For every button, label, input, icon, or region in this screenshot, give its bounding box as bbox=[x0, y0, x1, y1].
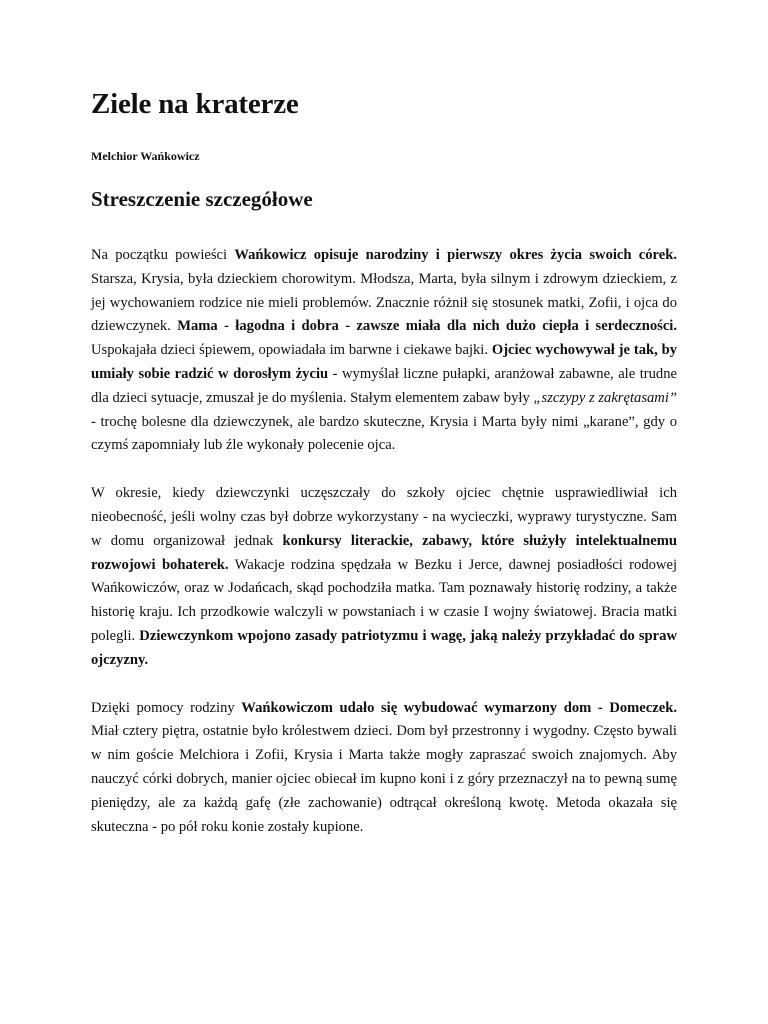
paragraph-2 bbox=[91, 482, 677, 672]
bold-text-run: Dziewczynkom wpojono zasady patriotyzmu i wagę, jaką należy przykładać do spraw ojczyzny. bbox=[91, 627, 677, 668]
text-run: Wakacje rodzina spędzała w Bezku i Jerce, dawnej posiadłości rodowej Wańkowiczów, oraz w Jodańcach, skąd pochodziła matka. Tam poznawały historię rodziny, a także historię kraju. Ich przodkowie walczyli w powstaniach i w czasie I wojny światowej. Bracia matki polegli. bbox=[91, 556, 678, 644]
author-name: Melchior Wańkowicz bbox=[91, 149, 200, 163]
paragraph-3 bbox=[91, 697, 677, 840]
document-page bbox=[91, 84, 677, 839]
text-run: Dzięki pomocy rodziny bbox=[91, 699, 242, 716]
paragraph-1 bbox=[91, 244, 677, 458]
text-run: Na początku powieści bbox=[91, 247, 235, 263]
bold-text-run: Wańkowicz opisuje narodziny i pierwszy okres życia swoich córek. bbox=[234, 247, 677, 263]
text-run: - trochę bolesne dla dziewczynek, ale bardzo skuteczne, Krysia i Marta były nimi „karane”, gdy o czymś zapomniały lub źle wykonały polecenie ojca. bbox=[91, 413, 677, 454]
section-heading: Streszczenie szczegółowe bbox=[91, 187, 313, 211]
italic-text-run: „szczypy z zakrętasami” bbox=[533, 389, 678, 406]
bold-text-run: Mama - łagodna i dobra - zawsze miała dla nich dużo ciepła i serdeczności. bbox=[177, 318, 678, 335]
bold-text-run: konkursy literackie, zabawy, które służyły intelektualnemu rozwojowi bohaterek. bbox=[91, 532, 677, 573]
bold-text-run: Ojciec wychowywał je tak, by umiały sobie radzić w dorosłym życiu bbox=[91, 342, 678, 382]
bold-text-run: Wańkowiczom udało się wybudować wymarzony dom - Domeczek. bbox=[241, 699, 677, 716]
text-run: Uspokajała dzieci śpiewem, opowiadała im barwne i ciekawe bajki. bbox=[91, 342, 492, 359]
text-run: Miał cztery piętra, ostatnie było królestwem dzieci. Dom był przestronny i wygodny. Często bywali w nim goście Melchiora i Zofii, Krysia i Marta także mogły zapraszać swoich znajomych. Aby nauczyć córki dobrych, manier ojciec obiecał im kupno koni i z góry przeznaczył na to pewną sumę pieniędzy, ale za każdą gafę (złe zachowanie) odtrącał określoną kwotę. Metoda okazała się skuteczna - po pół roku konie zostały kupione. bbox=[91, 723, 677, 835]
document-title: Ziele na kraterze bbox=[91, 88, 299, 120]
text-run: - wymyślał liczne pułapki, aranżował zabawne, ale trudne dla dzieci sytuacje, zmuszał je do myślenia. Stałym elementem zabaw były bbox=[91, 365, 677, 406]
text-run: Starsza, Krysia, była dzieckiem chorowitym. Młodsza, Marta, była silnym i zdrowym dzieckiem, z jej wychowaniem rodzice nie mieli problemów. Znacznie różnił się stosunek matki, Zofii, i ojca do dziewczynek. bbox=[91, 270, 677, 335]
text-run: W okresie, kiedy dziewczynki uczęszczały do szkoły ojciec chętnie usprawiedliwiał ich nieobecność, jeśli wolny czas był dobrze wykorzystany - na wycieczki, wyprawy turystyczne. Sam w domu organizował jednak bbox=[91, 485, 677, 549]
